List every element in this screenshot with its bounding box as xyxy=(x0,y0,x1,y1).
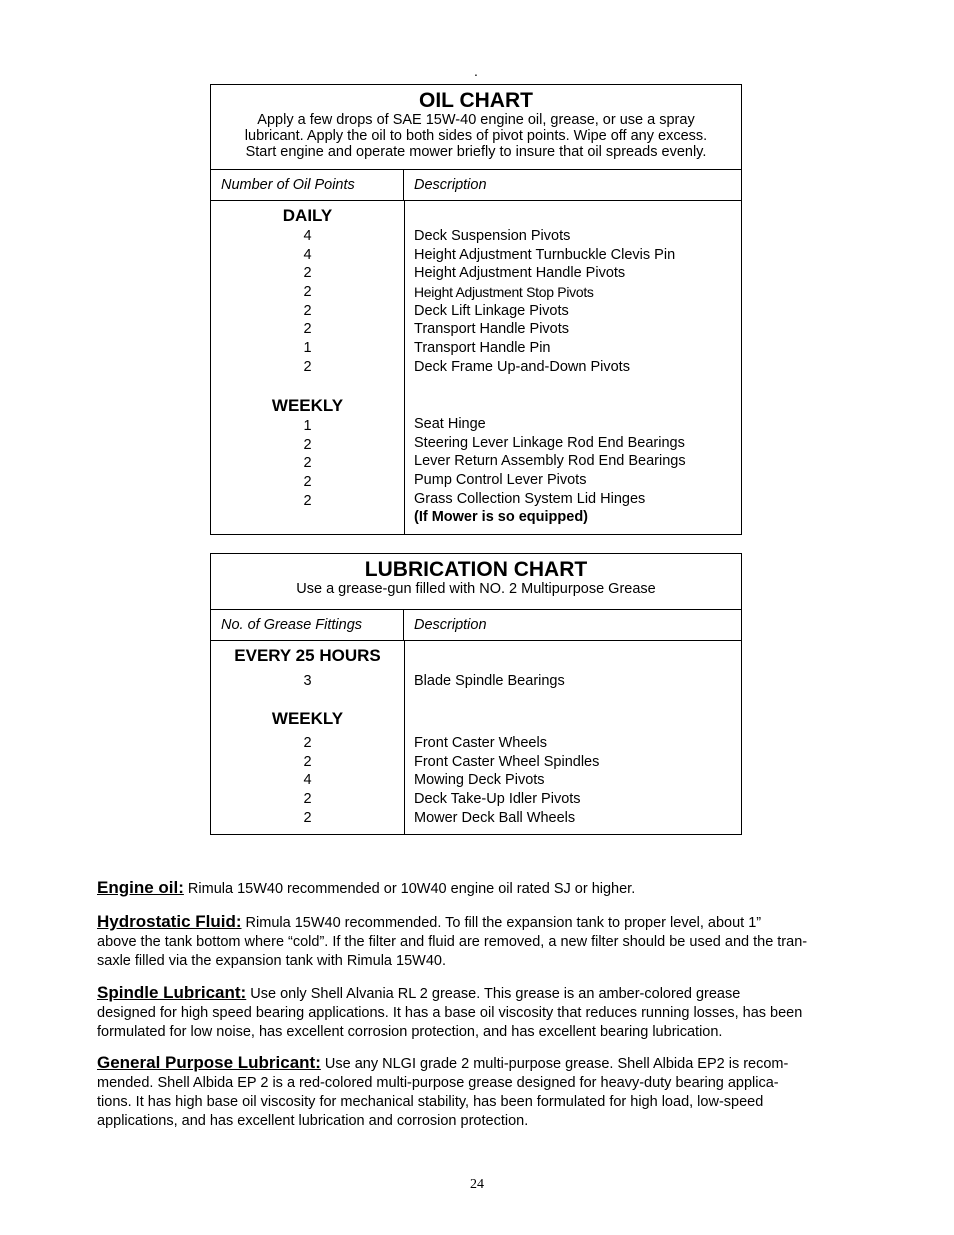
note-text: Rimula 15W40 recommended. To fill the expansion tank to proper level, about 1” xyxy=(245,915,762,931)
note-spindle-lubricant xyxy=(97,983,859,1042)
oil-chart-subtitle-line: Apply a few drops of SAE 15W-40 engine oil, grease, or use a spray xyxy=(257,112,695,128)
grease-count: 2 xyxy=(303,791,312,808)
column-divider xyxy=(404,201,405,534)
oil-chart xyxy=(210,84,742,535)
page-number: 24 xyxy=(470,1177,484,1192)
lube-weekly-counts xyxy=(211,734,404,827)
oil-count: 2 xyxy=(303,321,312,338)
oil-count: 2 xyxy=(303,358,312,375)
oil-count: 1 xyxy=(303,418,312,434)
grease-description: Deck Take-Up Idler Pivots xyxy=(414,791,581,808)
oil-weekly-counts xyxy=(211,417,404,510)
note-label: Engine oil: xyxy=(97,878,184,897)
oil-description: Transport Handle Pivots xyxy=(414,321,570,338)
note-text: applications, and has excellent lubrication and corrosion protection. xyxy=(97,1113,529,1129)
note-general-purpose-lubricant xyxy=(97,1053,859,1131)
grease-description: Front Caster Wheel Spindles xyxy=(414,753,600,770)
oil-description: Deck Suspension Pivots xyxy=(414,228,571,244)
oil-count: 2 xyxy=(303,474,312,491)
lube-chart-header xyxy=(211,554,741,610)
oil-chart-column-headers xyxy=(211,170,741,201)
oil-section-weekly: WEEKLY xyxy=(271,396,344,415)
lube-section-weekly: WEEKLY xyxy=(271,709,344,728)
note-paragraph xyxy=(97,878,859,899)
grease-count: 2 xyxy=(303,735,312,751)
oil-description: Grass Collection System Lid Hinges xyxy=(414,490,646,507)
lube-chart-title: LUBRICATION CHART xyxy=(364,558,588,581)
note-text: designed for high speed bearing applications. It has a base oil viscosity that reduces running losses, has been xyxy=(97,1005,803,1021)
oil-section-daily: DAILY xyxy=(282,206,333,225)
note-paragraph xyxy=(97,1053,859,1131)
note-text: Use any NLGI grade 2 multi-purpose grease. Shell Albida EP2 is recom- xyxy=(324,1056,789,1072)
grease-description: Blade Spindle Bearings xyxy=(414,673,565,689)
top-mark: . xyxy=(474,63,478,79)
oil-description: Seat Hinge xyxy=(414,416,486,432)
oil-description: Height Adjustment Stop Pivots xyxy=(414,284,594,301)
lube-chart-body xyxy=(211,641,741,834)
oil-count: 2 xyxy=(303,302,312,319)
oil-chart-subtitle-line: Start engine and operate mower briefly to insure that oil spreads evenly. xyxy=(245,144,707,160)
oil-count: 1 xyxy=(303,340,312,357)
note-text: tions. It has high base oil viscosity for mechanical stability, has been formulated for high load, low-speed xyxy=(97,1094,764,1110)
lube-chart-subtitle: Use a grease-gun filled with NO. 2 Multipurpose Grease xyxy=(296,581,656,597)
oil-daily-counts xyxy=(211,227,404,377)
oil-count: 2 xyxy=(303,265,312,282)
oil-description: Deck Lift Linkage Pivots xyxy=(414,302,569,319)
grease-count: 2 xyxy=(303,809,312,826)
note-text: Rimula 15W40 recommended or 10W40 engine oil rated SJ or higher. xyxy=(187,881,636,897)
note-text: formulated for low noise, has excellent corrosion protection, and has excellent bearing lubrication. xyxy=(97,1024,723,1040)
oil-weekly-descriptions xyxy=(414,415,686,527)
oil-count: 2 xyxy=(303,455,312,472)
note-paragraph xyxy=(97,983,859,1042)
note-text: saxle filled via the expansion tank with Rimula 15W40. xyxy=(97,953,446,969)
note-text: mended. Shell Albida EP 2 is a red-colored multi-purpose grease designed for heavy-duty bearing applica- xyxy=(97,1075,779,1091)
lubrication-chart xyxy=(210,553,742,835)
oil-description: Height Adjustment Handle Pivots xyxy=(414,265,626,282)
note-text: Use only Shell Alvania RL 2 grease. This grease is an amber-colored grease xyxy=(250,986,741,1002)
grease-fittings-column-header: No. of Grease Fittings xyxy=(211,610,404,640)
oil-description: Height Adjustment Turnbuckle Clevis Pin xyxy=(414,246,676,263)
grease-count: 4 xyxy=(303,772,312,789)
lube-25h-counts xyxy=(211,672,404,691)
oil-count: 4 xyxy=(303,246,312,263)
oil-description: Transport Handle Pin xyxy=(414,340,551,357)
oil-chart-header xyxy=(211,85,741,170)
note-hydrostatic-fluid xyxy=(97,912,859,971)
oil-description: Deck Frame Up-and-Down Pivots xyxy=(414,358,630,375)
note-label: Hydrostatic Fluid: xyxy=(97,912,242,931)
oil-description: Steering Lever Linkage Rod End Bearings xyxy=(414,434,685,451)
oil-description: Lever Return Assembly Rod End Bearings xyxy=(414,453,686,470)
oil-chart-body xyxy=(211,201,741,534)
lube-chart-column-headers xyxy=(211,610,741,641)
grease-count: 3 xyxy=(303,673,312,689)
note-label: General Purpose Lubricant: xyxy=(97,1053,321,1072)
note-engine-oil xyxy=(97,878,859,899)
oil-count: 4 xyxy=(303,228,312,244)
lube-section-every-25-hours: EVERY 25 HOURS xyxy=(234,646,381,665)
lube-description-column-header: Description xyxy=(414,617,487,633)
oil-points-column-header: Number of Oil Points xyxy=(211,170,404,200)
oil-daily-descriptions xyxy=(414,227,675,377)
oil-count: 2 xyxy=(303,436,312,453)
oil-count: 2 xyxy=(303,492,312,509)
oil-description-column-header: Description xyxy=(414,177,487,193)
lube-25h-descriptions xyxy=(414,672,565,691)
lube-weekly-descriptions xyxy=(414,734,599,827)
equipped-note: (If Mower is so equipped) xyxy=(414,509,589,526)
grease-count: 2 xyxy=(303,753,312,770)
note-paragraph xyxy=(97,912,859,971)
oil-chart-title: OIL CHART xyxy=(419,89,533,112)
oil-count: 2 xyxy=(303,284,312,301)
grease-description: Front Caster Wheels xyxy=(414,735,547,751)
note-label: Spindle Lubricant: xyxy=(97,983,247,1002)
grease-description: Mowing Deck Pivots xyxy=(414,772,545,789)
column-divider xyxy=(404,641,405,834)
grease-description: Mower Deck Ball Wheels xyxy=(414,809,576,826)
oil-description: Pump Control Lever Pivots xyxy=(414,472,587,489)
oil-chart-subtitle-line: lubricant. Apply the oil to both sides of pivot points. Wipe off any excess. xyxy=(244,128,708,144)
note-text: above the tank bottom where “cold”. If the filter and fluid are removed, a new filter should be used and the tran- xyxy=(97,934,808,950)
